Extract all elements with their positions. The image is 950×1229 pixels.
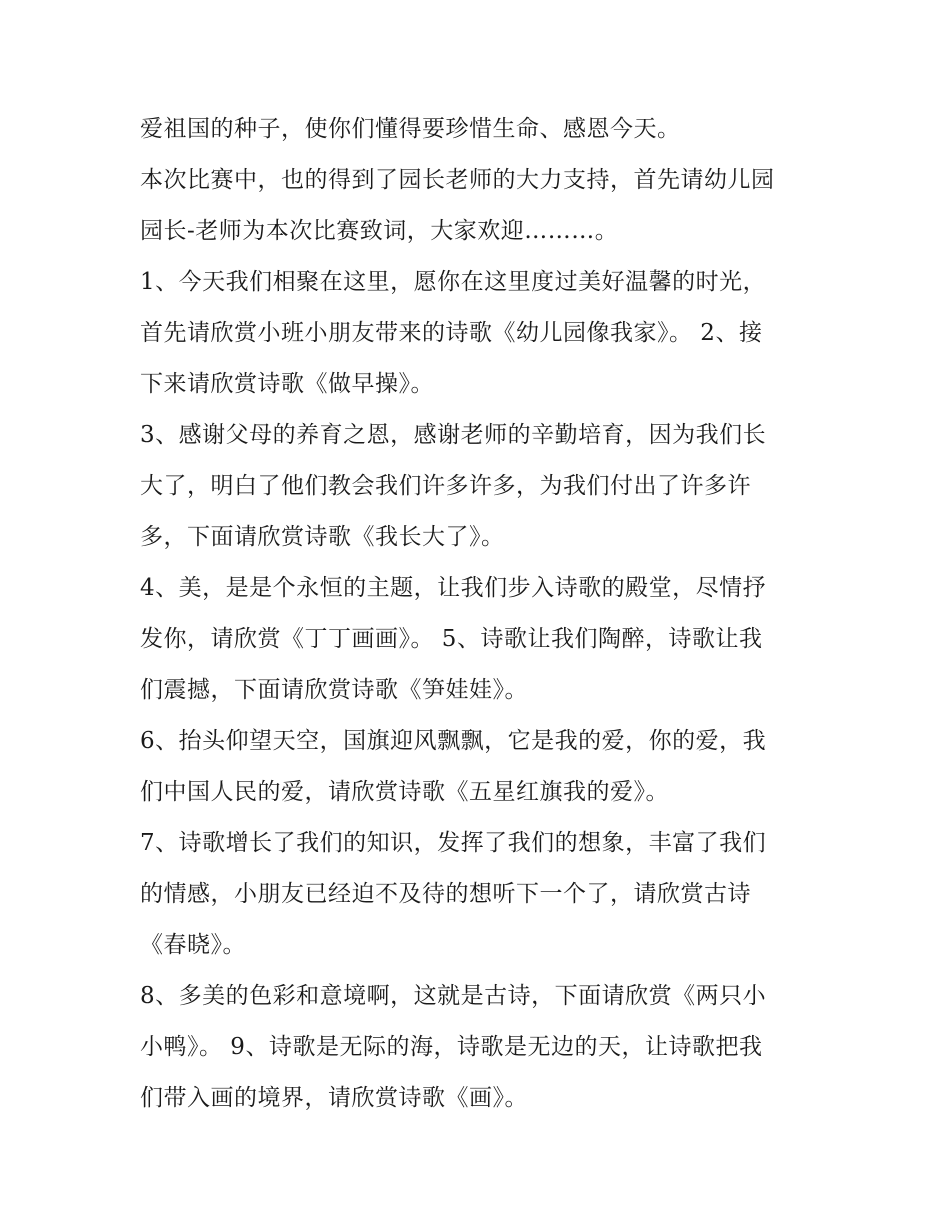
text-line: 7、诗歌增长了我们的知识，发挥了我们的想象，丰富了我们 [140,830,767,856]
text-line: 爱祖国的种子，使你们懂得要珍惜生命、感恩今天。 [140,116,681,142]
text-line: 多，下面请欣赏诗歌《我长大了》。 [140,524,505,550]
text-line: 本次比赛中，也的得到了园长老师的大力支持，首先请幼儿园 [140,167,775,193]
text-line: 园长-老师为本次比赛致词，大家欢迎………。 [140,218,619,244]
text-line: 小鸭》。 9、诗歌是无际的海，诗歌是无边的天，让诗歌把我 [140,1034,763,1060]
text-line: 首先请欣赏小班小朋友带来的诗歌《幼儿园像我家》。 2、接 [140,320,763,346]
document-body [140,104,820,1124]
text-line: 的情感，小朋友已经迫不及待的想听下一个了，请欣赏古诗 [140,881,751,907]
paragraph-intro-end [140,104,820,155]
text-line: 大了，明白了他们教会我们许多许多，为我们付出了许多许 [140,473,751,499]
text-line: 6、抬头仰望天空，国旗迎风飘飘，它是我的爱，你的爱，我 [140,728,767,754]
paragraph-item-7 [140,818,820,971]
paragraph-item-1-2 [140,257,820,410]
text-line: 发你，请欣赏《丁丁画画》。 5、诗歌让我们陶醉，诗歌让我 [140,626,763,652]
text-line: 4、美，是是个永恒的主题，让我们步入诗歌的殿堂，尽情抒 [140,575,767,601]
text-line: 们中国人民的爱，请欣赏诗歌《五星红旗我的爱》。 [140,779,669,805]
paragraph-item-6 [140,716,820,818]
text-line: 1、今天我们相聚在这里，愿你在这里度过美好温馨的时光， [140,269,767,295]
text-line: 3、感谢父母的养育之恩，感谢老师的辛勤培育，因为我们长 [140,422,767,448]
paragraph-item-8-9 [140,971,820,1124]
text-line: 下来请欣赏诗歌《做早操》。 [140,371,434,397]
text-line: 们带入画的境界，请欣赏诗歌《画》。 [140,1085,528,1111]
text-line: 《春晓》。 [140,932,246,958]
text-line: 们震撼，下面请欣赏诗歌《笋娃娃》。 [140,677,528,703]
paragraph-item-3 [140,410,820,563]
paragraph-principal-speech [140,155,820,257]
paragraph-item-4-5 [140,563,820,716]
text-line: 8、多美的色彩和意境啊，这就是古诗，下面请欣赏《两只小 [140,983,767,1009]
